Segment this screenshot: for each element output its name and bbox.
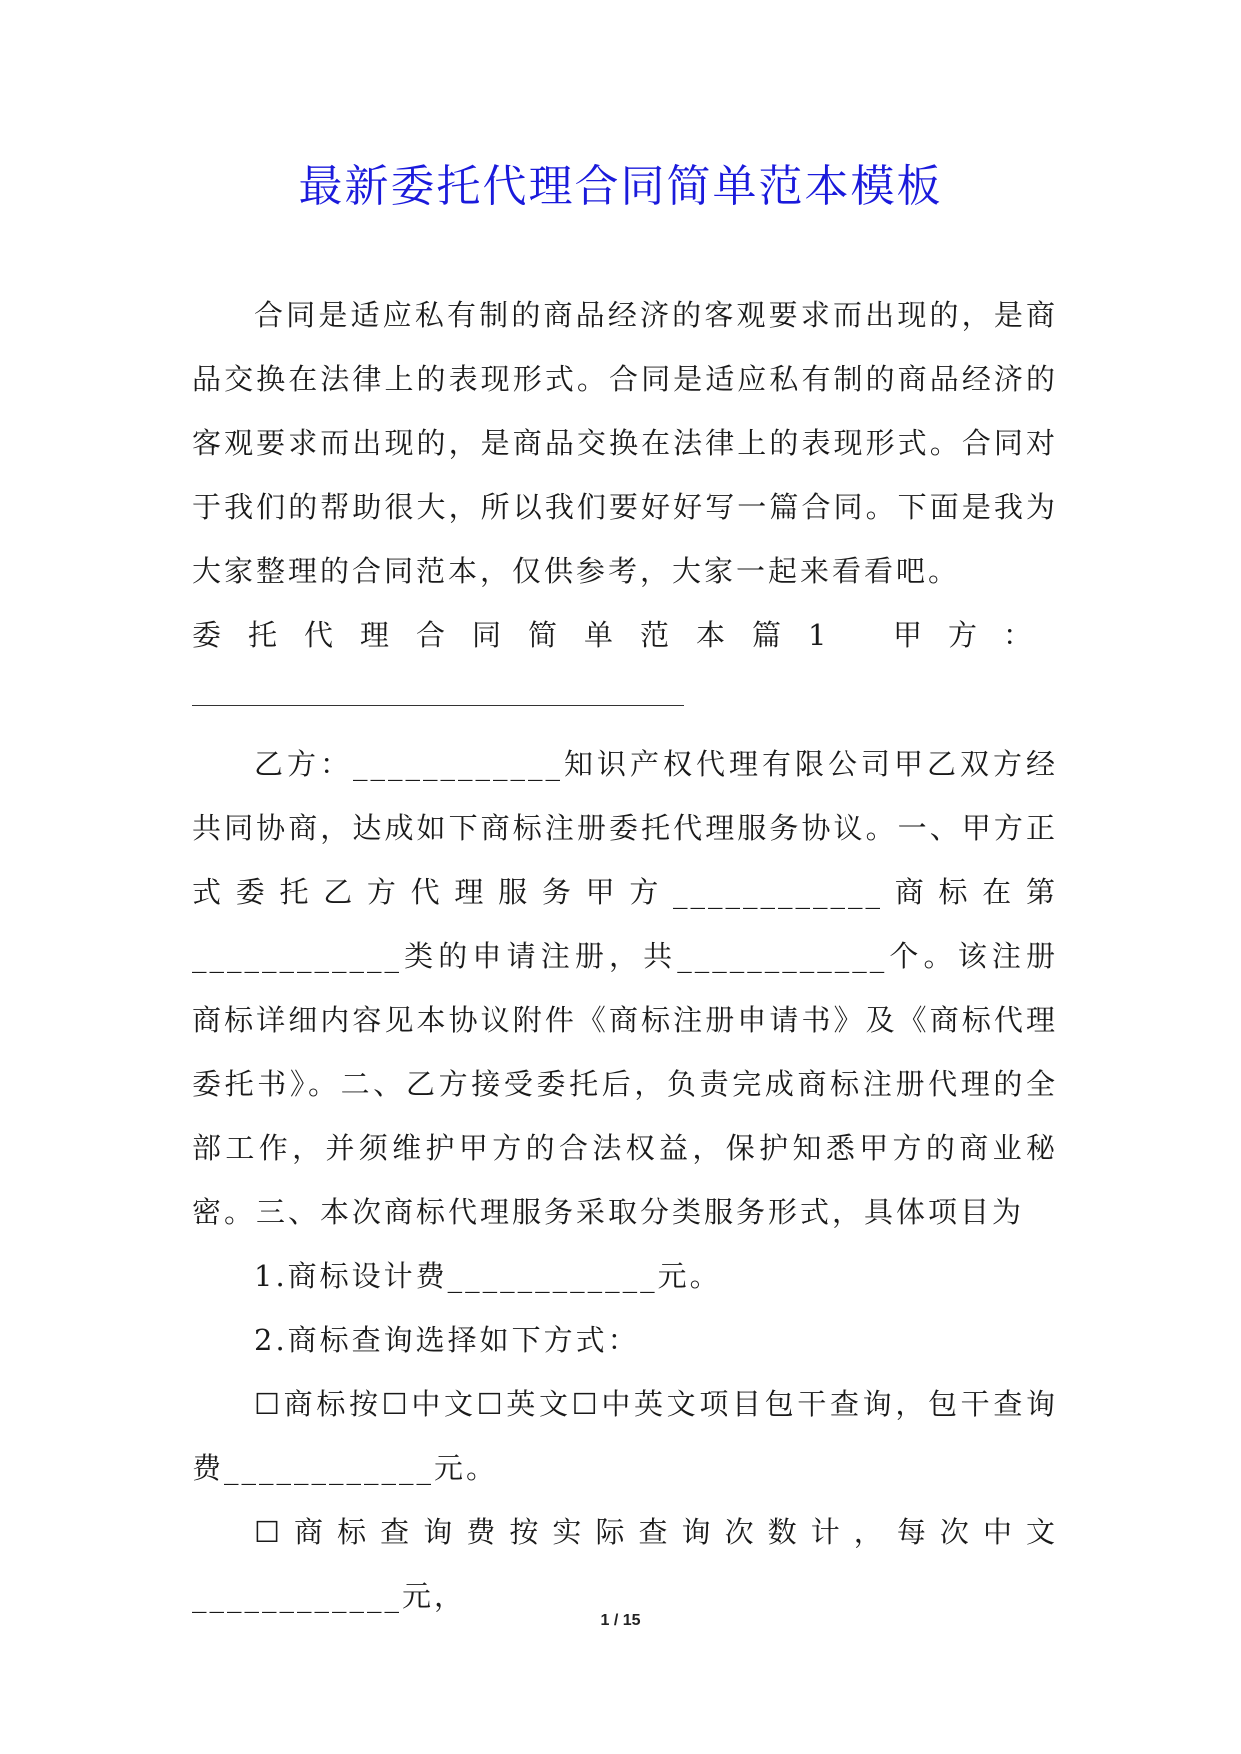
item-package-search: ☐商标按☐中文☐英文☐中英文项目包干查询，包干查询费____________元。: [192, 1387, 1058, 1485]
document-title: 最新委托代理合同简单范本模板: [298, 161, 943, 212]
section-heading: 委托代理合同简单范本篇1: [192, 618, 854, 652]
item-design-fee: 1.商标设计费____________元。: [254, 1259, 722, 1293]
item-search-method: 2.商标查询选择如下方式：: [254, 1323, 640, 1357]
intro-paragraph: 合同是适应私有制的商品经济的客观要求而出现的，是商品交换在法律上的表现形式。合同是适应私有制的商品经济的客观要求而出现的，是商品交换在法律上的表现形式。合同对于我们的帮助很大，所以我们要好好写一篇合同。下面是我为大家整理的合同范本，仅供参考，大家一起来看看吧。: [192, 298, 1058, 588]
item-per-search-fee: ☐商标查询费按实际查询次数计，每次中文____________元，: [192, 1515, 1058, 1613]
document-body: [192, 283, 1058, 1628]
page-number: 1 / 15: [600, 1612, 641, 1629]
party-b-paragraph: 乙方：____________知识产权代理有限公司甲乙双方经共同协商，达成如下商标注册委托代理服务协议。一、甲方正式委托乙方代理服务甲方____________商标在第____________类的申请注册，共____________个。该注册商标详细内容见本协议附件《商标注册申请书》及《商标代理委托书》。二、乙方接受委托后，负责完成商标注册代理的全部工作，并须维护甲方的合法权益，保护知悉甲方的商业秘密。三、本次商标代理服务采取分类服务形式，具体项目为: [192, 747, 1058, 1229]
party-a-label: 甲方：: [892, 618, 1058, 652]
party-a-blank-line: [192, 705, 684, 706]
section-heading-line: [192, 603, 1058, 667]
